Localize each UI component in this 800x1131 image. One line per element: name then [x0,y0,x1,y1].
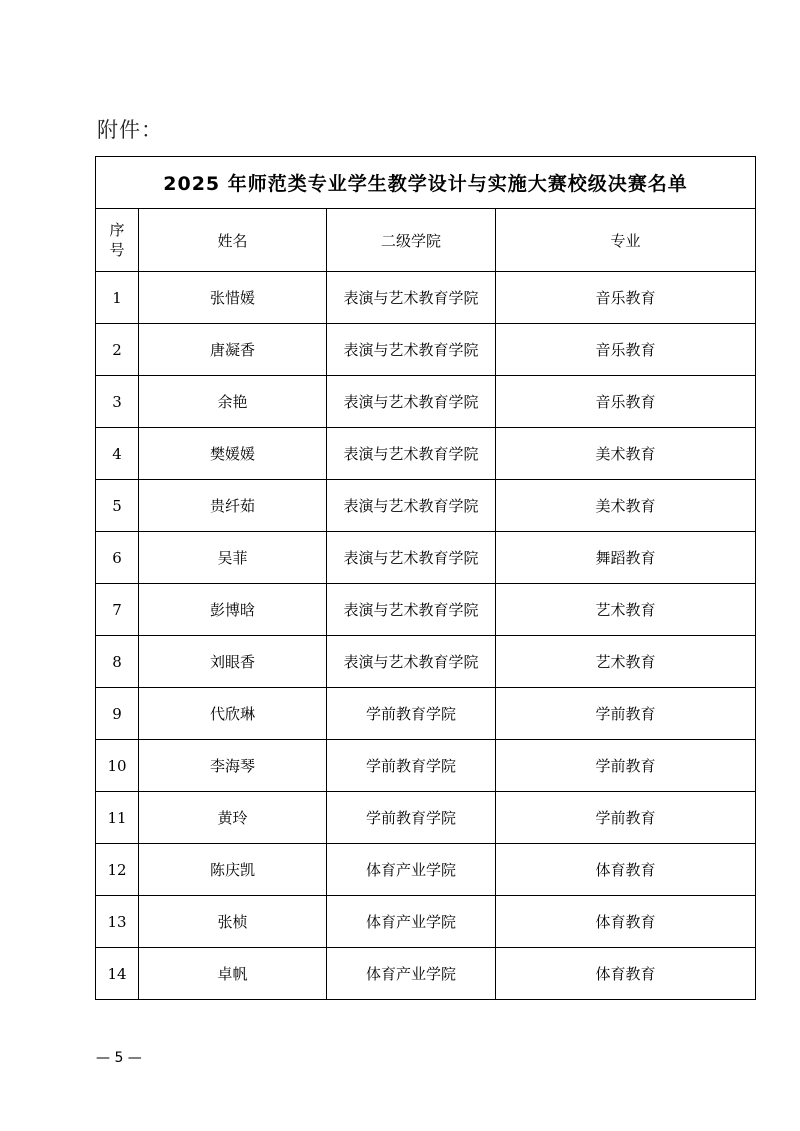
cell-college: 体育产业学院 [327,948,496,1000]
cell-name: 贵纤茹 [139,480,327,532]
cell-college: 体育产业学院 [327,844,496,896]
cell-seq: 2 [96,324,139,376]
cell-college: 体育产业学院 [327,896,496,948]
cell-college: 表演与艺术教育学院 [327,428,496,480]
cell-major: 艺术教育 [496,584,756,636]
cell-name: 刘眼香 [139,636,327,688]
cell-college: 表演与艺术教育学院 [327,324,496,376]
cell-name: 唐凝香 [139,324,327,376]
cell-major: 学前教育 [496,740,756,792]
cell-seq: 8 [96,636,139,688]
cell-name: 李海琴 [139,740,327,792]
table-row [96,948,756,1000]
cell-college: 学前教育学院 [327,740,496,792]
cell-major: 舞蹈教育 [496,532,756,584]
cell-major: 美术教育 [496,480,756,532]
cell-college: 表演与艺术教育学院 [327,376,496,428]
cell-name: 卓帆 [139,948,327,1000]
cell-name: 张惜媛 [139,272,327,324]
table-row [96,532,756,584]
table-row [96,688,756,740]
header-college: 二级学院 [327,209,496,272]
cell-college: 表演与艺术教育学院 [327,636,496,688]
cell-seq: 5 [96,480,139,532]
cell-seq: 6 [96,532,139,584]
cell-college: 学前教育学院 [327,688,496,740]
cell-seq: 9 [96,688,139,740]
cell-seq: 3 [96,376,139,428]
cell-name: 彭博晗 [139,584,327,636]
cell-major: 音乐教育 [496,272,756,324]
cell-name: 陈庆凯 [139,844,327,896]
header-major: 专业 [496,209,756,272]
cell-name: 张桢 [139,896,327,948]
table-title: 2025 年师范类专业学生教学设计与实施大赛校级决赛名单 [96,157,756,209]
cell-name: 余艳 [139,376,327,428]
header-seq [96,209,139,272]
table-row [96,896,756,948]
cell-name: 黄玲 [139,792,327,844]
cell-college: 表演与艺术教育学院 [327,272,496,324]
cell-college: 表演与艺术教育学院 [327,532,496,584]
cell-major: 体育教育 [496,844,756,896]
cell-seq: 13 [96,896,139,948]
cell-seq: 14 [96,948,139,1000]
cell-major: 美术教育 [496,428,756,480]
table-row [96,376,756,428]
cell-seq: 7 [96,584,139,636]
table-body [96,157,756,1000]
title-row [96,157,756,209]
cell-college: 表演与艺术教育学院 [327,480,496,532]
header-seq-line2: 号 [109,241,125,259]
cell-major: 艺术教育 [496,636,756,688]
header-seq-line1: 序 [109,221,125,239]
cell-seq: 11 [96,792,139,844]
cell-major: 音乐教育 [496,376,756,428]
cell-seq: 1 [96,272,139,324]
finalist-table [95,156,756,1000]
cell-name: 代欣琳 [139,688,327,740]
cell-seq: 4 [96,428,139,480]
cell-seq: 10 [96,740,139,792]
cell-name: 吴菲 [139,532,327,584]
table-row [96,584,756,636]
header-name: 姓名 [139,209,327,272]
table-row [96,636,756,688]
table-row [96,740,756,792]
cell-major: 体育教育 [496,896,756,948]
header-row [96,209,756,272]
attachment-label: 附件： [97,118,163,142]
table-row [96,272,756,324]
table-row [96,428,756,480]
cell-college: 表演与艺术教育学院 [327,584,496,636]
cell-major: 体育教育 [496,948,756,1000]
table-row [96,324,756,376]
table-row [96,844,756,896]
page-number: — 5 — [96,1050,142,1066]
cell-major: 学前教育 [496,688,756,740]
cell-major: 音乐教育 [496,324,756,376]
cell-major: 学前教育 [496,792,756,844]
cell-college: 学前教育学院 [327,792,496,844]
table-row [96,480,756,532]
cell-seq: 12 [96,844,139,896]
table-row [96,792,756,844]
cell-name: 樊媛媛 [139,428,327,480]
